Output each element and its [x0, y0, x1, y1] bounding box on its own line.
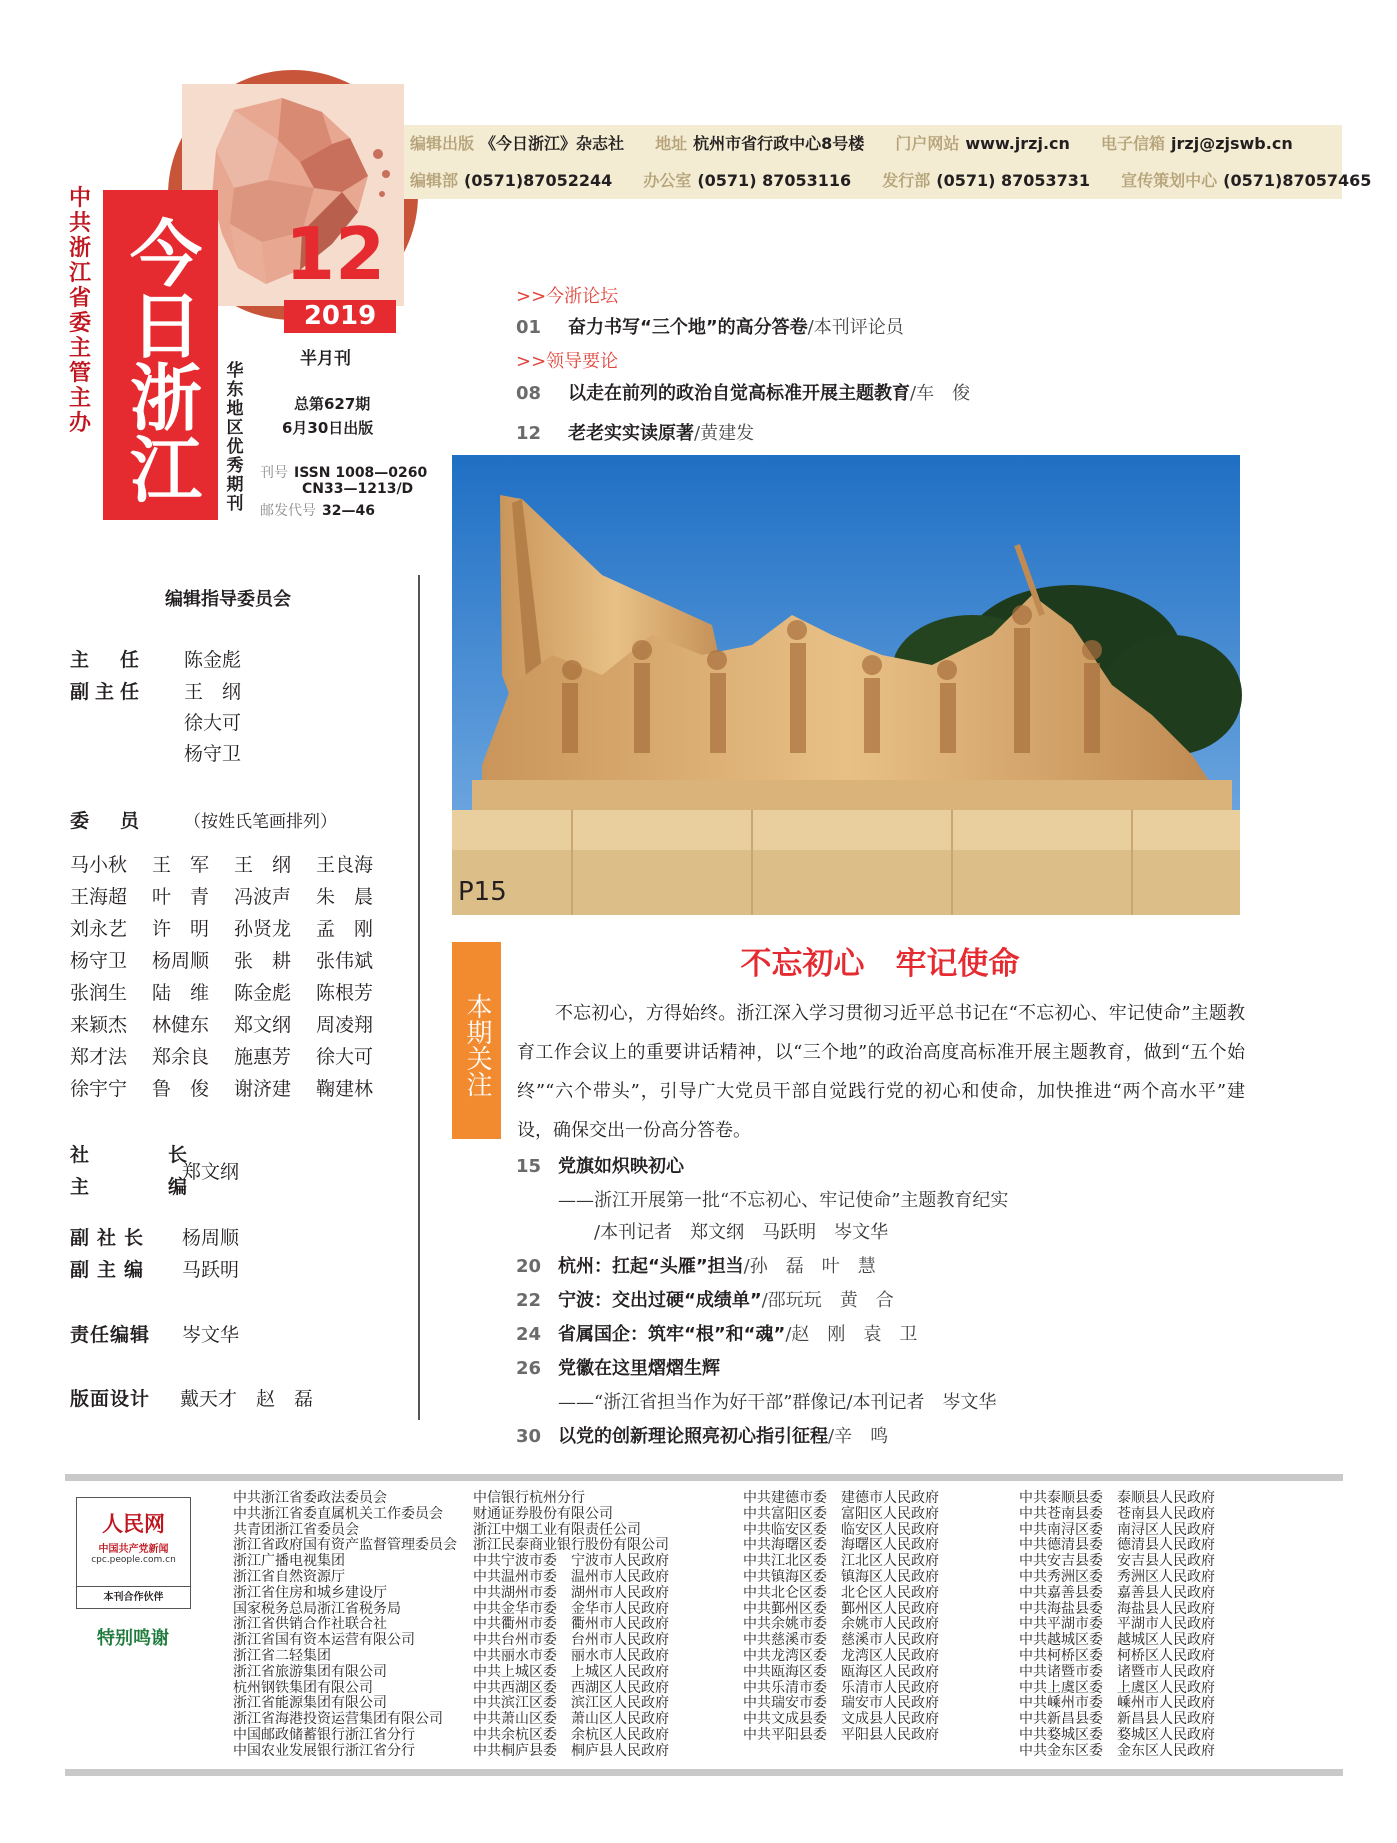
cn-row: CN33—1213/D — [302, 481, 414, 497]
section-heading-forum: >>今浙论坛 — [516, 286, 619, 307]
member-name: 郑余良 — [152, 1046, 210, 1068]
member-name: 徐宇宁 — [70, 1078, 128, 1100]
member-name: 孙贤龙 — [234, 918, 292, 940]
partner-brand: 人民网 — [102, 1511, 165, 1536]
photo-page-ref[interactable]: P15 — [458, 877, 507, 907]
special-thanks: 特别鸣谢 — [97, 1628, 169, 1649]
toc-item-15[interactable]: 15 党旗如炽映初心 — [516, 1156, 684, 1177]
focus-title: 不忘初心 牢记使命 — [740, 946, 1020, 982]
board-deputy-3: 杨守卫 — [184, 743, 242, 765]
toc-item-12[interactable]: 12 老老实实读原著/黄建发 — [516, 423, 755, 444]
member-name: 周凌翔 — [316, 1014, 374, 1036]
contact-bar-1: 编辑出版 《今日浙江》杂志社 地址 杭州市省行政中心8号楼 门户网站 www.jrzj.cn 电子信箱 jrzj@zjswb.cn — [404, 125, 1342, 162]
chief-editor-role: 主 编 — [70, 1176, 218, 1198]
toc-item-30[interactable]: 30 以党的创新理论照亮初心指引征程/辛 鸣 — [516, 1426, 889, 1447]
member-name: 谢济建 — [234, 1078, 292, 1100]
toc-item-01[interactable]: 01 奋力书写“三个地”的高分答卷/本刊评论员 — [516, 317, 904, 338]
president-role: 社 长 — [70, 1144, 218, 1166]
toc-15-author: /本刊记者 郑文纲 马跃明 岑文华 — [594, 1222, 889, 1243]
member-name: 鲁 俊 — [152, 1078, 210, 1100]
toc-15-subtitle: ——浙江开展第一批“不忘初心、牢记使命”主题教育纪实 — [558, 1190, 1009, 1211]
board-deputy-2: 徐大可 — [184, 712, 242, 734]
member-name: 陆 维 — [152, 982, 210, 1004]
award-vertical: 华东地区优秀期刊 — [226, 361, 244, 514]
toc-item-08[interactable]: 08 以走在前列的政治自觉高标准开展主题教育/车 俊 — [516, 383, 971, 404]
focus-tab — [452, 942, 501, 1139]
member-name: 冯波声 — [234, 886, 292, 908]
member-name: 王 纲 — [234, 854, 292, 876]
member-name: 杨周顺 — [152, 950, 210, 972]
board-title: 编辑指导委员会 — [165, 589, 291, 610]
member-name: 徐大可 — [316, 1046, 374, 1068]
partner-tag: 本刊合作伙伴 — [77, 1586, 190, 1608]
footer-rule-bottom — [65, 1769, 1343, 1776]
magazine-title-block — [103, 190, 218, 520]
toc-26-subtitle: ——“浙江省担当作为好干部”群像记/本刊记者 岑文华 — [558, 1392, 997, 1413]
monument-relief-image — [452, 455, 1240, 915]
board-members-grid — [70, 853, 410, 1101]
member-name: 施惠芳 — [234, 1046, 292, 1068]
member-name: 陈金彪 — [234, 982, 292, 1004]
member-name: 许 明 — [152, 918, 210, 940]
member-name: 张伟斌 — [316, 950, 374, 972]
vice-chief-editor: 副主编 马跃明 — [70, 1259, 240, 1281]
frequency: 半月刊 — [300, 349, 351, 369]
footer-rule-top — [65, 1474, 1343, 1481]
sponsor-column-4: 中共泰顺县委 泰顺县人民政府 中共苍南县委 苍南县人民政府 中共南浔区委 南浔区人民政府 中共德清县委 德清县人民政府 中共安吉县委 安吉县人民政府 中共秀洲区委 秀洲区人民政府 中共嘉善县委 嘉善县人民政府 中共海盐县委 海盐县人民政府 中共平湖市委 平湖市人民政府 中共越城区委 越城区人民政府 中共柯桥区委 柯桥区人民政府 中共诸暨市委 诸暨市人民政府 中共上虞区委 上虞区人民政府 中共嵊州市委 嵊州市人民政府 中共新昌县委 新昌县人民政府 中共婺城区委 婺城区人民政府 中共金东区委 金东区人民政府 — [1019, 1490, 1215, 1759]
member-name: 王海超 — [70, 886, 128, 908]
partner-logo[interactable] — [76, 1497, 191, 1609]
postal-row: 邮发代号 32—46 — [260, 503, 375, 519]
member-name: 马小秋 — [70, 854, 128, 876]
sponsor-vertical: 中共浙江省委主管主办 — [68, 186, 91, 436]
member-name: 郑文纲 — [234, 1014, 292, 1036]
issn-row: 刊号 ISSN 1008—0260 — [260, 465, 428, 481]
member-name: 鞠建林 — [316, 1078, 374, 1100]
issue-number: 12 — [285, 212, 386, 296]
publication-date: 6月30日出版 — [282, 419, 374, 437]
president-name: 郑文纲 — [182, 1161, 240, 1183]
board-members-heading: 委 员 （按姓氏笔画排列） — [70, 810, 337, 832]
board-deputy: 副主任 王 纲 — [70, 681, 242, 703]
issue-year: 2019 — [284, 300, 396, 333]
contact-bar-2: 编辑部 (0571)87052244 办公室 (0571) 87053116 发行部 (0571) 87053731 宣传策划中心 (0571)87057465 — [404, 162, 1342, 199]
monument-photo[interactable] — [452, 455, 1240, 915]
focus-tab-label: 本期关注 — [462, 993, 492, 1097]
member-name: 王良海 — [316, 854, 374, 876]
column-divider — [418, 575, 420, 1420]
sponsor-column-3: 中共建德市委 建德市人民政府 中共富阳区委 富阳区人民政府 中共临安区委 临安区人民政府 中共海曙区委 海曙区人民政府 中共江北区委 江北区人民政府 中共镇海区委 镇海区人民政府 中共北仑区委 北仑区人民政府 中共鄞州区委 鄞州区人民政府 中共余姚市委 余姚市人民政府 中共慈溪市委 慈溪市人民政府 中共龙湾区委 龙湾区人民政府 中共瓯海区委 瓯海区人民政府 中共乐清市委 乐清市人民政府 中共瑞安市委 瑞安市人民政府 中共文成县委 文成县人民政府 中共平阳县委 平阳县人民政府 — [743, 1490, 939, 1743]
magazine-title: 今日浙江 — [118, 216, 203, 504]
member-name: 王 军 — [152, 854, 210, 876]
member-name: 朱 晨 — [316, 886, 374, 908]
member-name: 孟 刚 — [316, 918, 374, 940]
member-name: 林健东 — [152, 1014, 210, 1036]
toc-item-26[interactable]: 26 党徽在这里熠熠生辉 — [516, 1358, 720, 1379]
member-name: 杨守卫 — [70, 950, 128, 972]
member-name: 叶 青 — [152, 886, 210, 908]
section-heading-leaders: >>领导要论 — [516, 351, 619, 372]
focus-summary: 不忘初心，方得始终。浙江深入学习贯彻习近平总书记在“不忘初心、牢记使命”主题教育工作会议上的重要讲话精神，以“三个地”的政治高度高标准开展主题教育，做到“五个始终”“六个带头”，引导广大党员干部自觉践行党的初心和使命，加快推进“两个高水平”建设，确保交出一份高分答卷。 — [517, 1003, 1245, 1141]
member-name: 张 耕 — [234, 950, 292, 972]
sponsor-column-2: 中信银行杭州分行 财通证券股份有限公司 浙江中烟工业有限责任公司 浙江民泰商业银行股份有限公司 中共宁波市委 宁波市人民政府 中共温州市委 温州市人民政府 中共湖州市委 湖州市人民政府 中共金华市委 金华市人民政府 中共衢州市委 衢州市人民政府 中共台州市委 台州市人民政府 中共丽水市委 丽水市人民政府 中共上城区委 上城区人民政府 中共西湖区委 西湖区人民政府 中共滨江区委 滨江区人民政府 中共萧山区委 萧山区人民政府 中共余杭区委 余杭区人民政府 中共桐庐县委 桐庐县人民政府 — [473, 1490, 669, 1759]
member-name: 刘永艺 — [70, 918, 128, 940]
board-director: 主 任 陈金彪 — [70, 649, 242, 671]
toc-item-24[interactable]: 24 省属国企：筑牢“根”和“魂”/赵 刚 袁 卫 — [516, 1324, 918, 1345]
vice-president: 副社长 杨周顺 — [70, 1227, 240, 1249]
layout-designer: 版面设计 戴天才 赵 磊 — [70, 1388, 314, 1410]
partner-url: cpc.people.com.cn — [91, 1555, 176, 1565]
member-name: 陈根芳 — [316, 982, 374, 1004]
toc-item-20[interactable]: 20 杭州：扛起“头雁”担当/孙 磊 叶 慧 — [516, 1256, 876, 1277]
member-name: 郑才法 — [70, 1046, 128, 1068]
member-name: 来颖杰 — [70, 1014, 128, 1036]
total-issue: 总第627期 — [294, 395, 371, 413]
partner-subtitle: 中国共产党新闻 — [98, 1544, 169, 1555]
sponsor-column-1: 中共浙江省委政法委员会 中共浙江省委直属机关工作委员会 共青团浙江省委员会 浙江省政府国有资产监督管理委员会 浙江广播电视集团 浙江省自然资源厅 浙江省住房和城乡建设厅 国家税务总局浙江省税务局 浙江省供销合作社联合社 浙江省国有资本运营有限公司 浙江省二轻集团 浙江省旅游集团有限公司 杭州钢铁集团有限公司 浙江省能源集团有限公司 浙江省海港投资运营集团有限公司 中国邮政储蓄银行浙江省分行 中国农业发展银行浙江省分行 — [233, 1490, 457, 1759]
member-name: 张润生 — [70, 982, 128, 1004]
responsible-editor: 责任编辑 岑文华 — [70, 1324, 240, 1346]
toc-item-22[interactable]: 22 宁波：交出过硬“成绩单”/邵玩玩 黄 合 — [516, 1290, 894, 1311]
